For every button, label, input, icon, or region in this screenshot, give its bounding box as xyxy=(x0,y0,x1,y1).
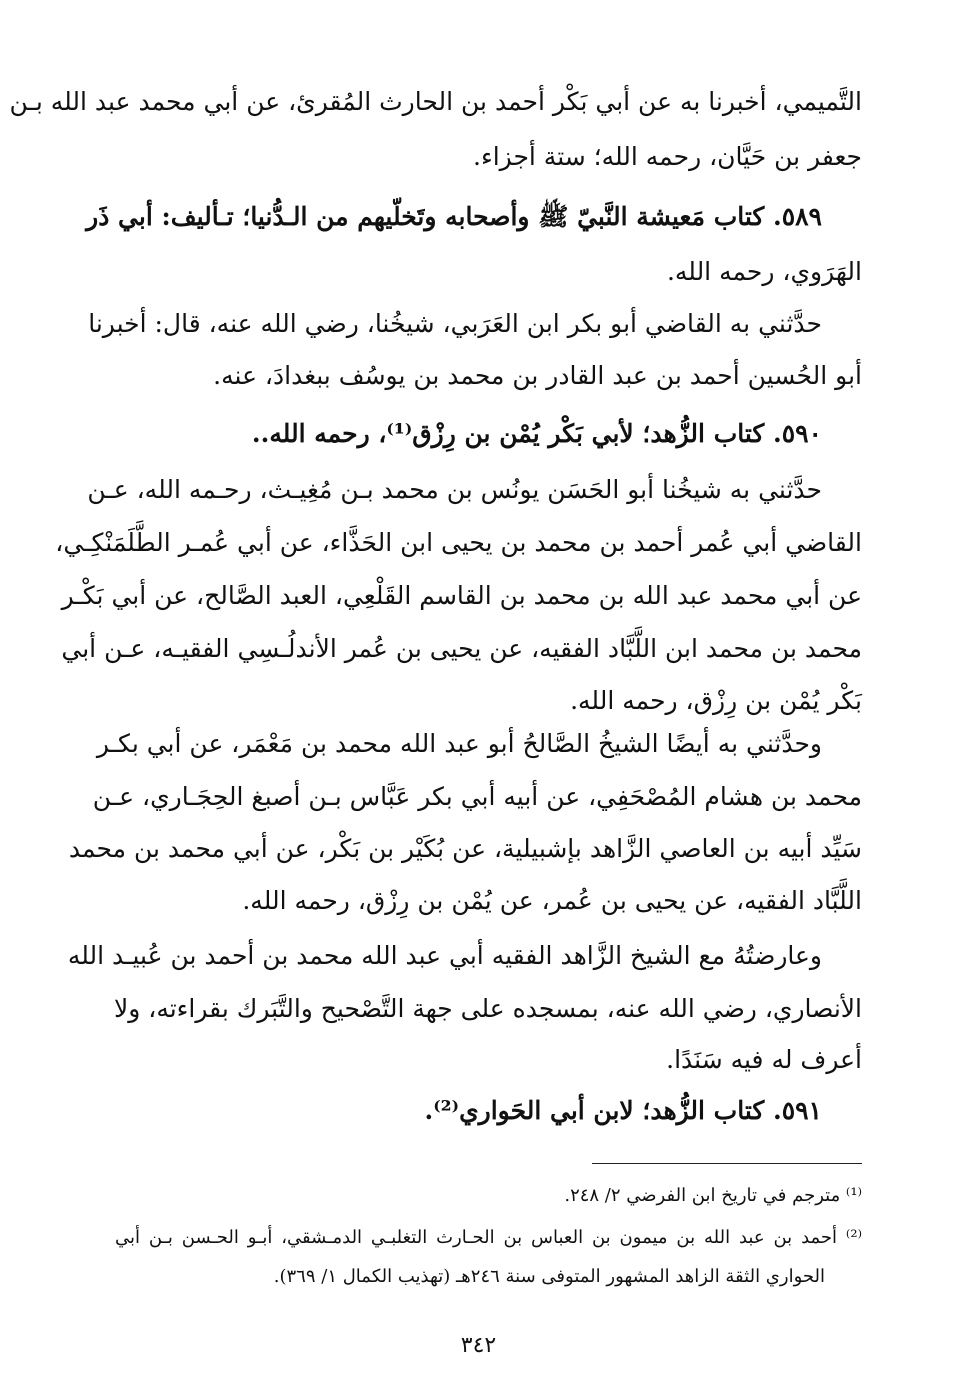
text-line: سَيِّد أبيه بن العاصي الزَّاهد بإشبيلية، عن بُكَيْر بن بَكْر، عن أبي محمد بن محمد xyxy=(68,834,862,863)
footnote-2: ⁽²⁾ أحمد بن عبد الله بن ميمون بن العباس بن الحـارث التغلبـي الدمـشقي، أبـو الحـسن بـن أبي xyxy=(115,1227,862,1248)
footnote-separator xyxy=(592,1163,862,1164)
text-line: أبو الحُسين أحمد بن عبد القادر بن محمد بن يوسُف ببغدادَ، عنه. xyxy=(213,361,862,390)
text-line: حدَّثني به القاضي أبو بكر ابن العَرَبي، شيخُنا، رضي الله عنه، قال: أخبرنا xyxy=(88,309,822,338)
text-line: أعرف له فيه سَنَدًا. xyxy=(666,1045,862,1074)
text-line: محمد بن هشام المُصْحَفِي، عن أبيه أبي بكر عَبَّاس بـن أصبغ الحِجَـاري، عـن xyxy=(92,782,862,811)
footnote-1: ⁽¹⁾ مترجم في تاريخ ابن الفرضي ٢/ ٢٤٨. xyxy=(564,1185,862,1206)
text-line: بَكْر يُمْن بن رِزْق، رحمه الله. xyxy=(570,686,862,715)
text-line: وحدَّثني به أيضًا الشيخُ الصَّالحُ أبو عبد الله محمد بن مَعْمَر، عن أبي بكـر xyxy=(96,729,822,758)
text-line: محمد بن محمد ابن اللَّبَّاد الفقيه، عن يحيى بن عُمر الأندلُـسِي الفقيـه، عـن أبي xyxy=(61,634,862,663)
text-line: حدَّثني به شيخُنا أبو الحَسَن يونُس بن محمد بـن مُغِيـث، رحـمه الله، عـن xyxy=(87,475,822,504)
text-line: الأنصاري، رضي الله عنه، بمسجده على جهة التَّصْحيح والتَّبَرك بقراءته، ولا xyxy=(113,994,862,1023)
footnote-2-continuation: الحواري الثقة الزاهد المشهور المتوفى سنة ٢٤٦هـ (تهذيب الكمال ١/ ٣٦٩). xyxy=(273,1266,825,1287)
text-line: جعفر بن حَيَّان، رحمه الله؛ ستة أجزاء. xyxy=(473,142,862,171)
text-line: الهَرَوي، رحمه الله. xyxy=(666,257,862,286)
entry-589-title: ٥٨٩. كتاب مَعيشة النَّبيّ ﷺ وأصحابه وتَخلّيهم من الـدُّنيا؛ تـأليف: أبي ذَر xyxy=(86,202,822,231)
text-line: القاضي أبي عُمر أحمد بن محمد بن يحيى ابن الحَذَّاء، عن أبي عُمـر الطَّلَمَنْكِـي، xyxy=(55,528,862,557)
entry-590-title: ٥٩٠. كتاب الزُّهد؛ لأبي بَكْر يُمْن بن رِزْق⁽¹⁾، رحمه الله.. xyxy=(251,419,822,448)
text-line: اللَّبَّاد الفقيه، عن يحيى بن عُمر، عن يُمْن بن رِزْق، رحمه الله. xyxy=(242,886,862,915)
entry-591-title: ٥٩١. كتاب الزُّهد؛ لابن أبي الحَواري⁽²⁾. xyxy=(424,1096,822,1125)
text-line: التَّميمي، أخبرنا به عن أبي بَكْر أحمد بن الحارث المُقرئ، عن أبي محمد عبد الله بـن xyxy=(9,87,862,116)
page-number: ٣٤٢ xyxy=(460,1333,497,1358)
text-line: عن أبي محمد عبد الله بن محمد بن القاسم القَلْعِي، العبد الصَّالح، عن أبي بَكْـر xyxy=(61,581,862,610)
text-line: وعارضتُهُ مع الشيخ الزَّاهد الفقيه أبي عبد الله محمد بن أحمد بن عُبيـد الله xyxy=(67,941,822,970)
